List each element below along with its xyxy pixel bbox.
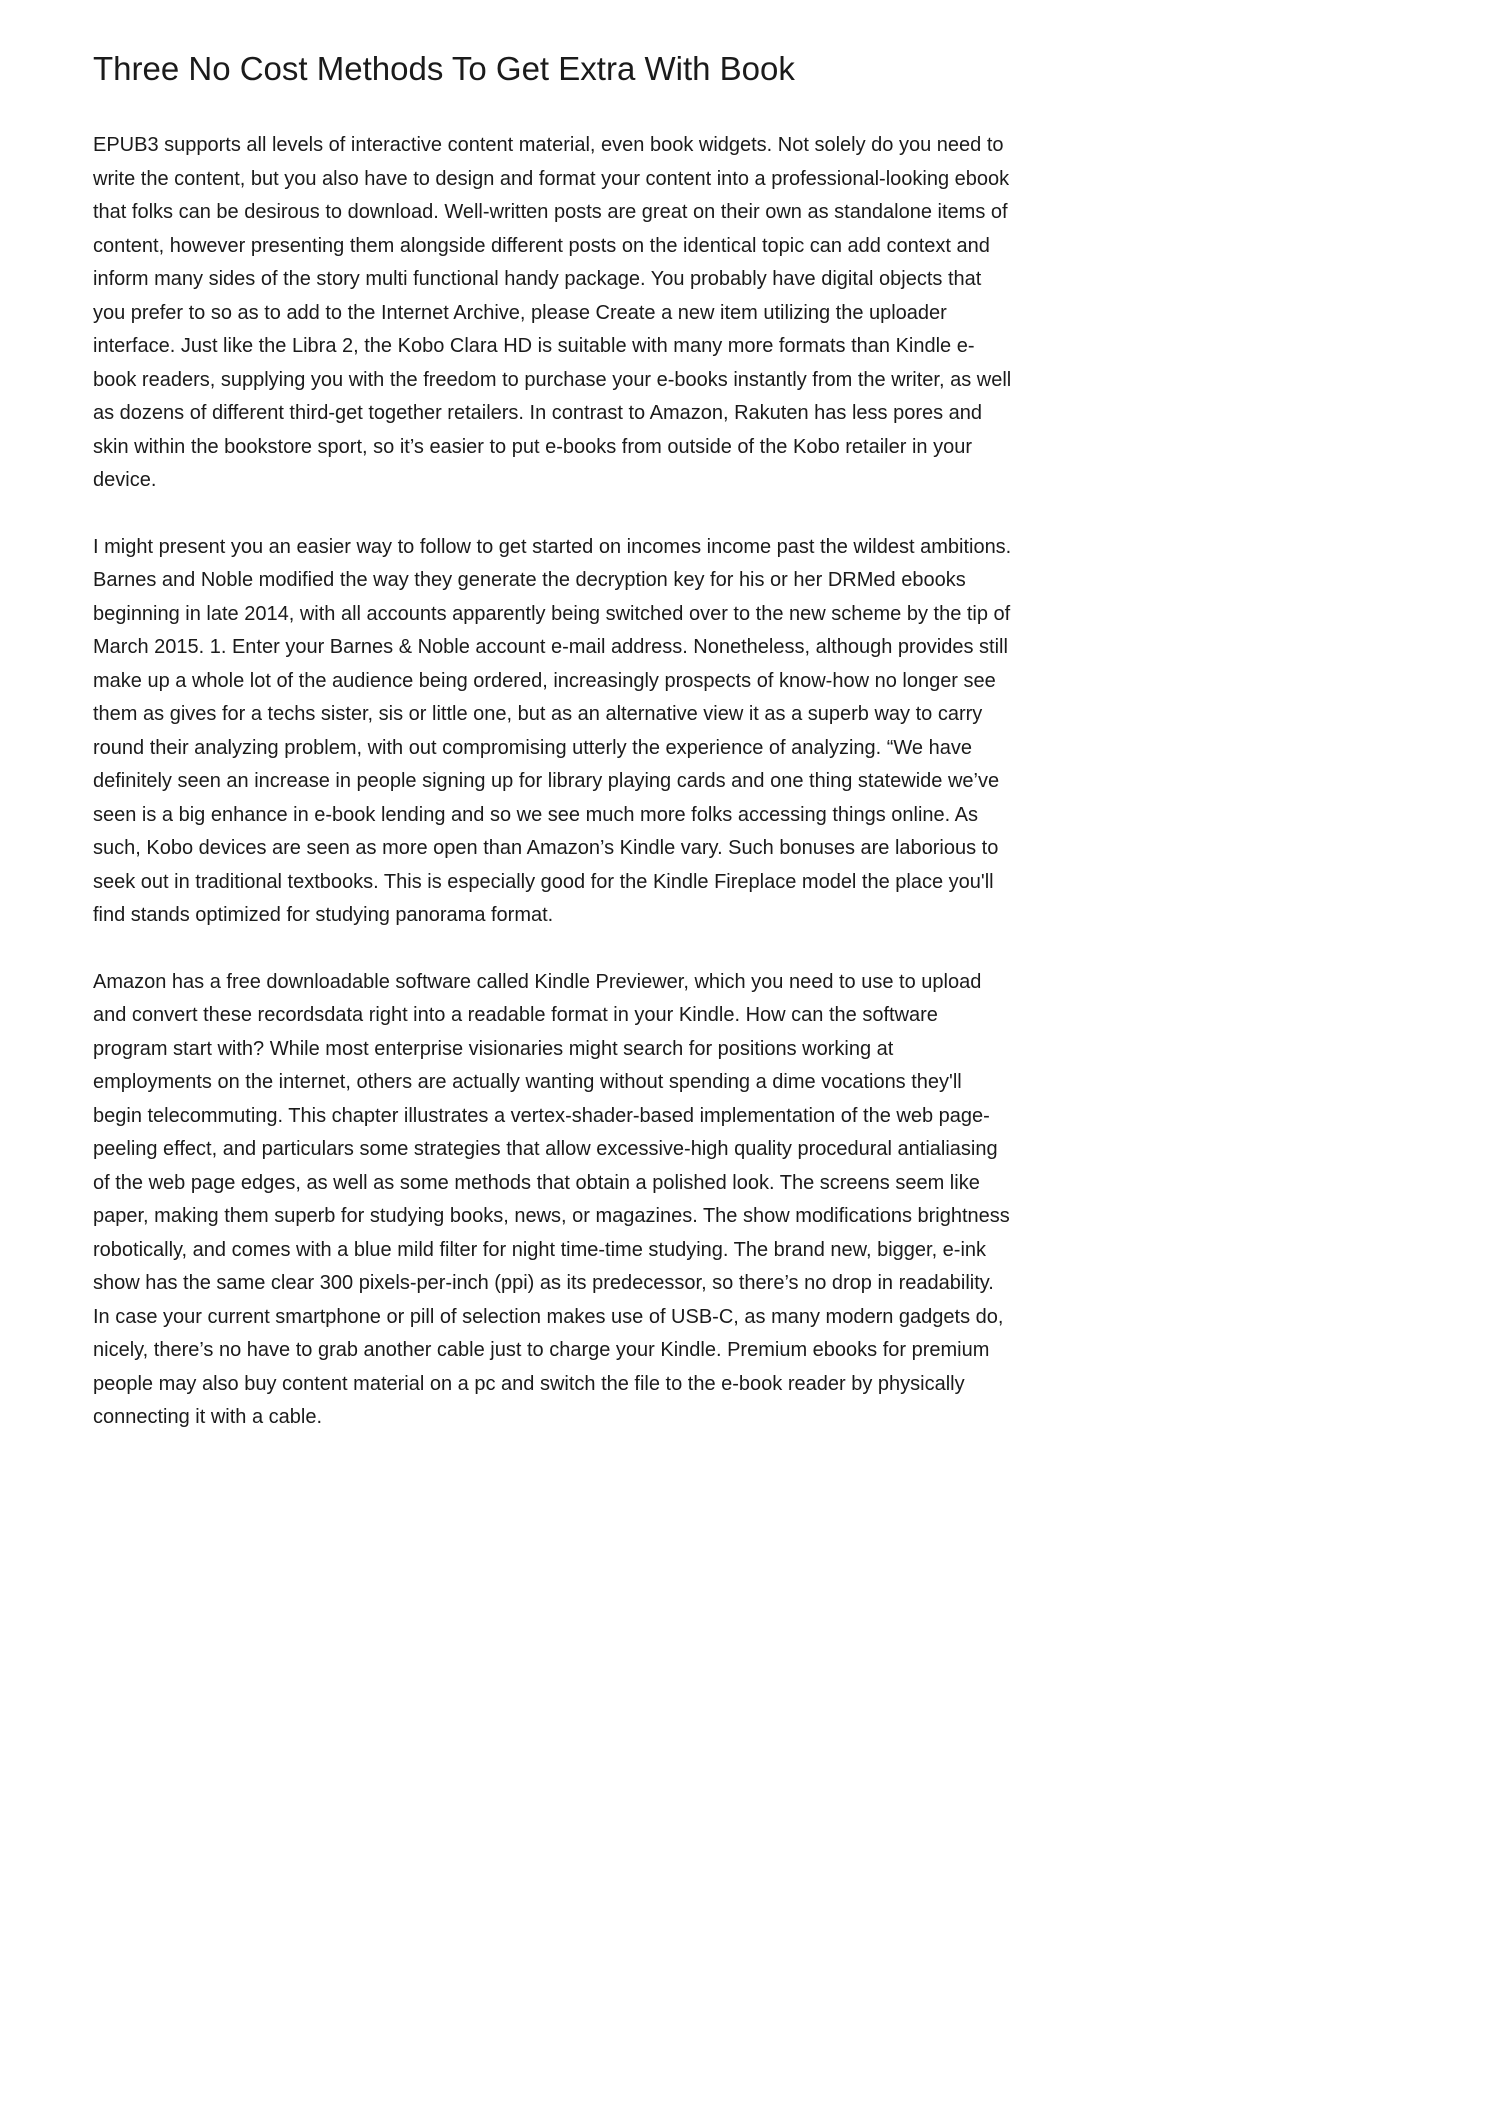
article-body — [93, 129, 1015, 1435]
page-title: Three No Cost Methods To Get Extra With Book — [93, 50, 795, 87]
article-paragraph: Amazon has a free downloadable software called Kindle Previewer, which you need to use to upload and convert these recordsdata right into a readable format in your Kindle. How can the software program start with? While most enterprise visionaries might search for positions working at employments on the internet, others are actually wanting without spending a dime vocations they'll begin telecommuting. This chapter illustrates a vertex-shader-based implementation of the web page-peeling effect, and particulars some strategies that allow excessive-high quality procedural antialiasing of the web page edges, as well as some methods that obtain a polished look. The screens seem like paper, making them superb for studying books, news, or magazines. The show modifications brightness robotically, and comes with a blue mild filter for night time-time studying. The brand new, bigger, e-ink show has the same clear 300 pixels-per-inch (ppi) as its predecessor, so there’s no drop in readability. In case your current smartphone or pill of selection makes use of USB-C, as many modern gadgets do, nicely, there’s no have to grab another cable just to charge your Kindle. Premium ebooks for premium people may also buy content material on a pc and switch the file to the e-book reader by physically connecting it with a cable. — [93, 970, 1010, 1429]
article-container — [0, 0, 1015, 1435]
article-paragraph: I might present you an easier way to follow to get started on incomes income past the wildest ambitions. Barnes and Noble modified the way they generate the decryption key for his or her DRMed ebooks beginning in late 2014, with all accounts apparently being switched over to the new scheme by the tip of March 2015. 1. Enter your Barnes & Noble account e-mail address. Nonetheless, although provides still make up a whole lot of the audience being ordered, increasingly prospects of know-how no longer see them as gives for a techs sister, sis or little one, but as an alternative view it as a superb way to carry round their analyzing problem, with out compromising utterly the experience of analyzing. “We have definitely seen an increase in people signing up for library playing cards and one thing statewide we’ve seen is a big enhance in e-book lending and so we see much more folks accessing things online. As such, Kobo devices are seen as more open than Amazon’s Kindle vary. Such bonuses are laborious to seek out in traditional textbooks. This is especially good for the Kindle Fireplace model the place you'll find stands optimized for studying panorama format. — [93, 535, 1012, 927]
article-paragraph: EPUB3 supports all levels of interactive content material, even book widgets. Not solely do you need to write the content, but you also have to design and format your content into a professional-looking ebook that folks can be desirous to download. Well-written posts are great on their own as standalone items of content, however presenting them alongside different posts on the identical topic can add context and inform many sides of the story multi functional handy package. You probably have digital objects that you prefer to so as to add to the Internet Archive, please Create a new item utilizing the uploader interface. Just like the Libra 2, the Kobo Clara HD is suitable with many more formats than Kindle e-book readers, supplying you with the freedom to purchase your e-books instantly from the writer, as well as dozens of different third-get together retailers. In contrast to Amazon, Rakuten has less pores and skin within the bookstore sport, so it’s easier to put e-books from outside of the Kobo retailer in your device. — [93, 134, 1012, 492]
